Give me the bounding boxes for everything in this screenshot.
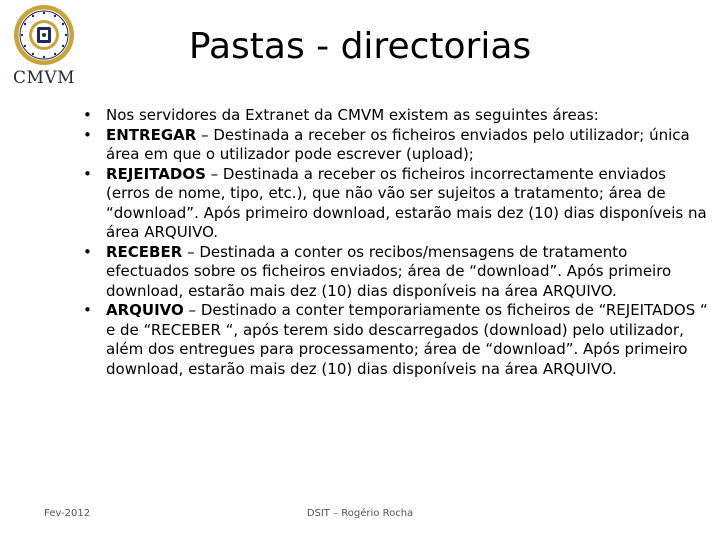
bullet-text: – Destinada a receber os ficheiros enviados pelo utilizador; única área em que o utilizador pode escrever (upload); [106,125,690,163]
bullet-arquivo [80,301,712,379]
bullet-text: – Destinada a receber os ficheiros incorrectamente enviados (erros de nome, tipo, etc.), que não vão ser sujeitos a tratamento; área de “download”. Após primeiro download, estarão mais dez (10) dias disponíveis na área ARQUIVO. [106,164,707,241]
bullet-text: – Destinado a conter temporariamente os ficheiros de “REJEITADOS “ e de “RECEBER “, após terem sido descarregados (download) pelo utilizador, além dos entregues para processamento; área de “download”. Após primeiro download, estarão mais dez (10) dias disponíveis na área ARQUIVO. [106,301,708,378]
bullet-term: REJEITADOS [106,164,206,183]
bullet-text: – Destinada a conter os recibos/mensagens de tratamento efectuados sobre os ficheiros enviados; área de “download”. Após primeiro download, estarão mais dez (10) dias disponíveis na área ARQUIVO. [106,242,672,300]
bullet-entregar [80,126,712,165]
bullet-rejeitados [80,165,712,243]
footer-date: Fev-2012 [44,508,91,519]
bullet-list [80,106,712,379]
bullet-text: Nos servidores da Extranet da CMVM existem as seguintes áreas: [106,106,599,124]
cmvm-logo [6,4,82,92]
bullet-term: ENTREGAR [106,125,197,144]
bullet-intro [80,106,712,126]
slide-title: Pastas - directorias [188,26,532,67]
bullet-term: ARQUIVO [106,301,184,319]
footer-author: DSIT – Rogério Rocha [306,508,414,519]
bullet-term: RECEBER [106,242,183,261]
logo-wordmark: CMVM [12,68,76,88]
bullet-receber [80,243,712,302]
cmvm-seal-icon [13,4,75,66]
